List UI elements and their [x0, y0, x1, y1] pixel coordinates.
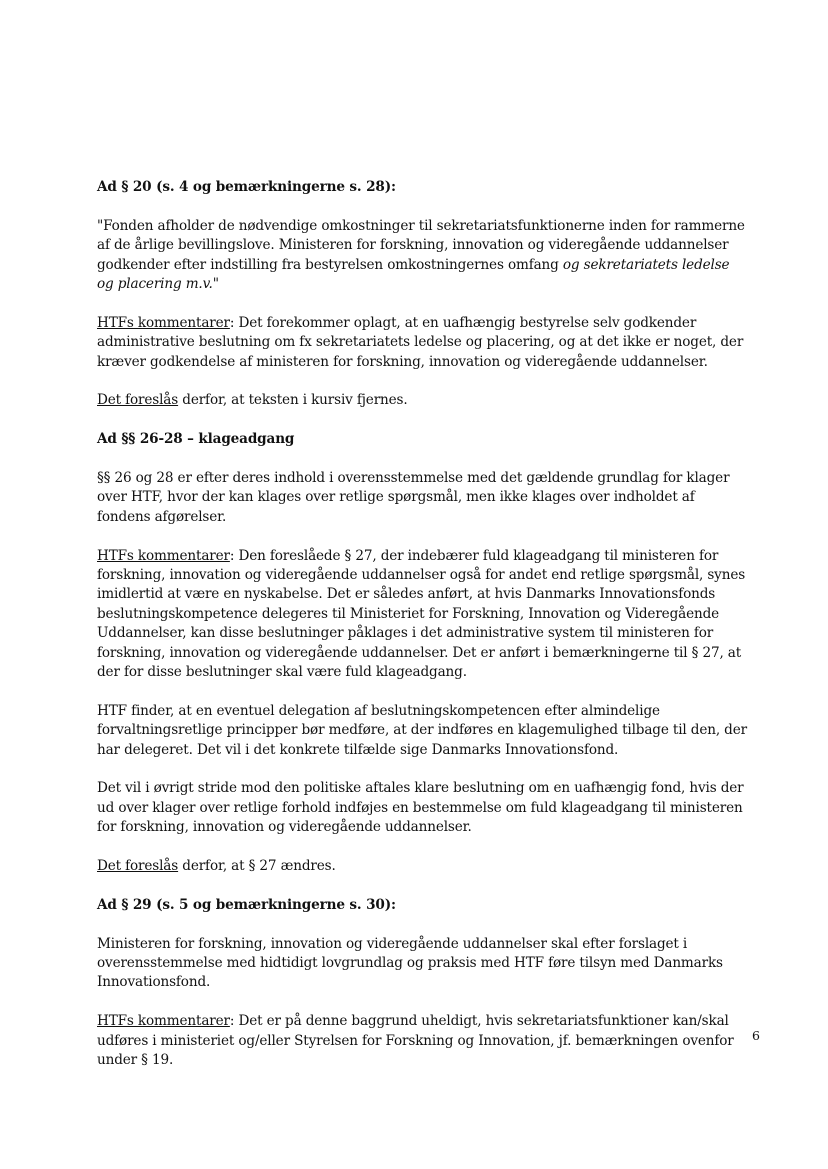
- body-paragraph: Ministeren for forskning, innovation og videregående uddannelser skal efter forslaget i overensstemmelse med hidtidigt lovgrundlag og praksis med HTF føre tilsyn med Danmarks Innovationsfond.: [97, 935, 723, 991]
- comment-label: HTFs kommentarer: [97, 314, 230, 331]
- comment-text: : Det forekommer oplagt, at en uafhængig bestyrelse selv godkender administrative beslutning om fx sekretariatets ledelse og placering, og at det ikke er noget, der kræver godkendelse af ministeren for forskning, innovation og videregående uddannelser.: [97, 314, 744, 370]
- proposal-label: Det foreslås: [97, 392, 179, 409]
- section-heading-29: Ad § 29 (s. 5 og bemærkningerne s. 30):: [97, 896, 396, 913]
- document-body: [97, 178, 747, 1090]
- comment-text: : Det er på denne baggrund uheldigt, hvis sekretariatsfunktioner kan/skal udføres i ministeriet og/eller Styrelsen for Forskning og Innovation, jf. bemærkningen ovenfor under § 19.: [97, 1013, 734, 1069]
- proposal-paragraph-20: [97, 391, 747, 410]
- quote-paragraph: [97, 217, 747, 295]
- body-paragraph: Det vil i øvrigt stride mod den politiske aftales klare beslutning om en uafhængig fond, hvis der ud over klager over retlige forhold indføjes en bestemmelse om fuld klageadgang til ministeren for forskning, innovation og videregående uddannelser.: [97, 780, 744, 836]
- comment-paragraph-20: [97, 314, 747, 372]
- proposal-text: derfor, at § 27 ændres.: [178, 858, 336, 875]
- comment-paragraph-29: [97, 1012, 747, 1070]
- section-heading-20: Ad § 20 (s. 4 og bemærkningerne s. 28):: [97, 179, 396, 195]
- quote-end: ": [212, 276, 219, 293]
- section-heading-26-28: Ad §§ 26-28 – klageadgang: [97, 431, 295, 448]
- proposal-text: derfor, at teksten i kursiv fjernes.: [178, 392, 408, 409]
- comment-paragraph-26: [97, 547, 747, 683]
- page-number: 6: [752, 1028, 760, 1043]
- quote-italic-text: og sekretariatets ledelse og placering m.v.: [97, 256, 730, 293]
- proposal-label: Det foreslås: [97, 858, 179, 875]
- comment-text: : Den foreslåede § 27, der indebærer fuld klageadgang til ministeren for forskning, innovation og videregående uddannelser også for andet end retlige spørgsmål, synes imidlertid at være en nyskabelse. Det er således anført, at hvis Danmarks Innovationsfonds beslutningskompetence delegeres til Ministeriet for Forskning, Innovation og Videregående Uddannelser, kan disse beslutninger påklages i det administrative system til ministeren for forskning, innovation og videregående uddannelser. Det er anført i bemærkningerne til § 27, at der for disse beslutninger skal være fuld klageadgang.: [97, 547, 746, 681]
- body-paragraph: §§ 26 og 28 er efter deres indhold i overensstemmelse med det gældende grundlag for klager over HTF, hvor der kan klages over retlige spørgsmål, men ikke klages over indholdet af fondens afgørelser.: [97, 470, 730, 525]
- proposal-paragraph-26: [97, 857, 747, 876]
- body-paragraph: HTF finder, at en eventuel delegation af beslutningskompetencen efter almindelige forvaltningsretlige principper bør medføre, at der indføres en klagemulighed tilbage til den, der har delegeret. Det vil i det konkrete tilfælde sige Danmarks Innovationsfond.: [97, 702, 747, 758]
- comment-label: HTFs kommentarer: [97, 1013, 230, 1030]
- quote-text: "Fonden afholder de nødvendige omkostninger til sekretariatsfunktionerne inden for rammerne af de årlige bevillingslove. Ministeren for forskning, innovation og videregående uddannelser godkender efter indstilling fra bestyrelsen omkostningernes omfang: [97, 217, 745, 273]
- comment-label: HTFs kommentarer: [97, 547, 230, 564]
